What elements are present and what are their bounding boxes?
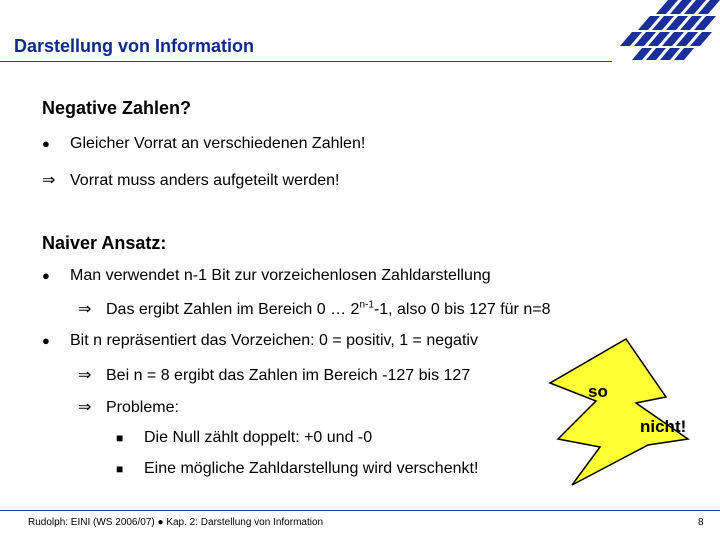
list-item-text: Die Null zählt doppelt: +0 und -0 [144, 429, 373, 446]
callout-so: so [588, 382, 608, 401]
list-item [42, 170, 339, 190]
square-bullet-icon: ■ [116, 431, 124, 445]
list-item-text: Das ergibt Zahlen im Bereich 0 … 2$^{n-1}$-1, also 0 bis 127 für n=8 [106, 299, 551, 318]
university-logo [620, 0, 720, 60]
list-item-text: Bei n = 8 ergibt das Zahlen im Bereich -127 bis 127 [106, 367, 471, 384]
section-heading-naive: Naiver Ansatz: [42, 233, 167, 253]
bullet-icon: ● [42, 136, 50, 151]
list-item [42, 267, 491, 285]
list-item [78, 365, 470, 385]
list-item [78, 299, 550, 319]
lightning-bolt-icon [548, 335, 698, 495]
implies-arrow-icon: ⇒ [78, 301, 92, 318]
slide-title: Darstellung von Information [14, 36, 255, 56]
list-item-text: Bit n repräsentiert das Vorzeichen: 0 = positiv, 1 = negativ [70, 332, 478, 349]
exponent: n-1 [359, 299, 374, 311]
list-item [42, 332, 478, 350]
list-item-text: Probleme: [106, 399, 179, 416]
list-item-text: Vorrat muss anders aufgeteilt werden! [70, 172, 340, 189]
footer-divider [0, 510, 720, 511]
list-item [116, 460, 478, 478]
bullet-icon: ● [42, 333, 50, 348]
footer-text: Rudolph: EINI (WS 2006/07) ● Kap. 2: Darstellung von Information [28, 517, 324, 528]
list-item-text: Eine mögliche Zahldarstellung wird verschenkt! [144, 460, 479, 477]
square-bullet-icon: ■ [116, 462, 124, 476]
implies-arrow-icon: ⇒ [78, 367, 92, 384]
list-item [42, 135, 365, 153]
implies-arrow-icon: ⇒ [78, 399, 92, 416]
implies-arrow-icon: ⇒ [42, 172, 56, 189]
list-item [116, 429, 372, 447]
page-number: 8 [698, 517, 704, 528]
list-item-text: Man verwendet n-1 Bit zur vorzeichenlosen Zahldarstellung [70, 267, 491, 284]
callout-nicht: nicht! [640, 417, 687, 436]
bullet-icon: ● [42, 268, 50, 283]
list-item [78, 397, 179, 417]
list-item-text: Gleicher Vorrat an verschiedenen Zahlen! [70, 135, 366, 152]
header-divider [0, 61, 612, 62]
section-heading-negative: Negative Zahlen? [42, 98, 192, 118]
